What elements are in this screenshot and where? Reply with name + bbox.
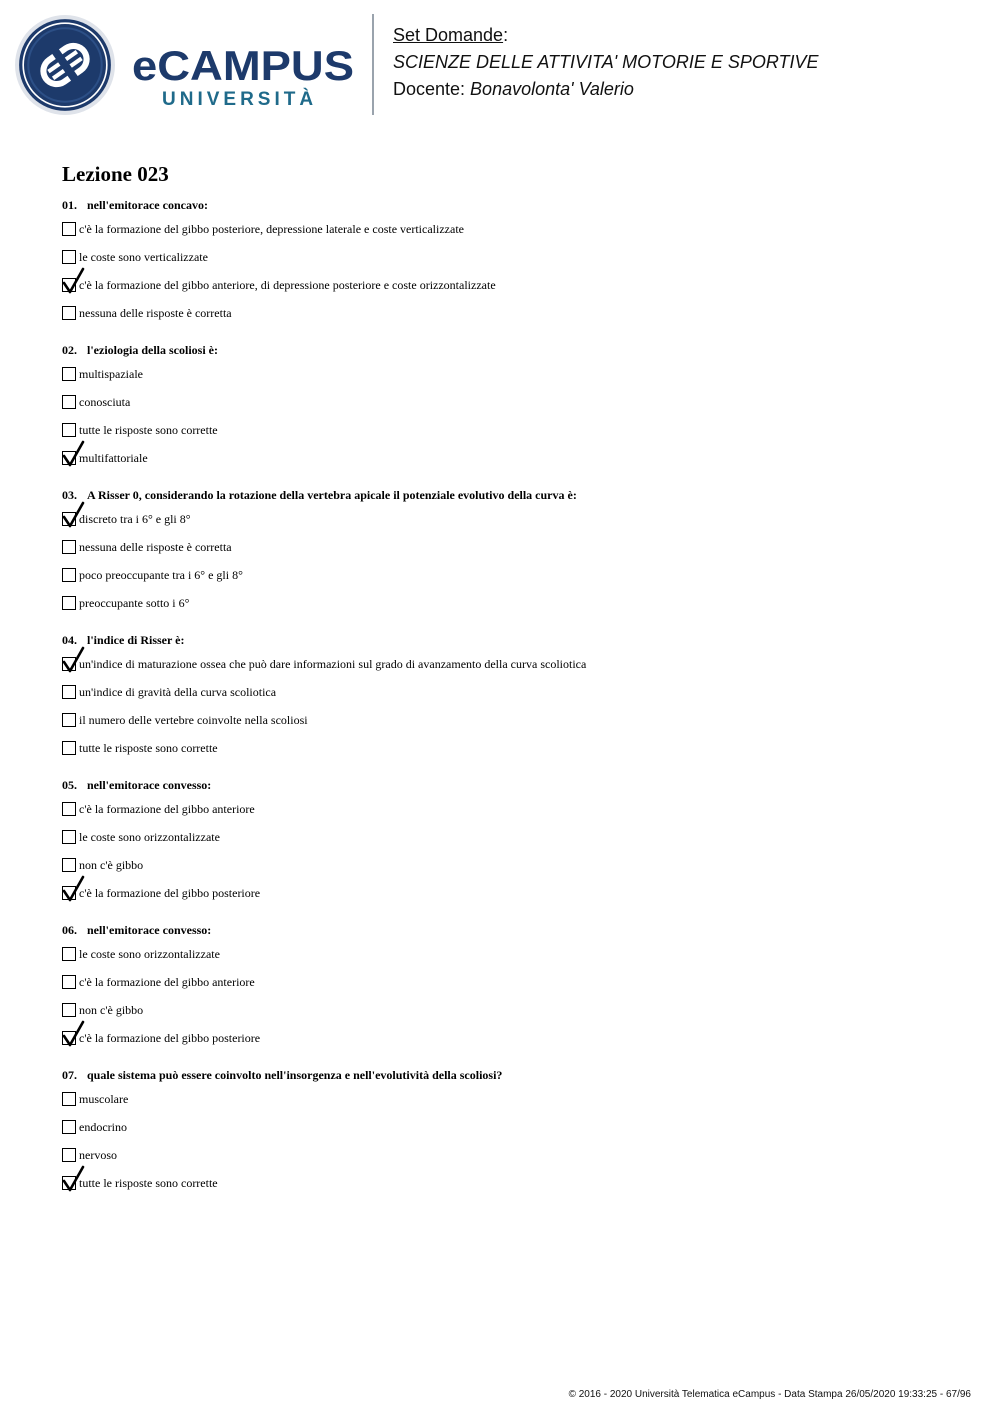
checkbox[interactable] bbox=[62, 1148, 76, 1162]
answer-option[interactable] bbox=[62, 823, 962, 851]
checkbox[interactable] bbox=[62, 975, 76, 989]
set-info bbox=[393, 22, 819, 103]
question-number: 03. bbox=[62, 488, 77, 502]
course-title: SCIENZE DELLE ATTIVITA' MOTORIE E SPORTIVE bbox=[393, 52, 819, 72]
answer-option[interactable] bbox=[62, 416, 962, 444]
question-5 bbox=[62, 775, 962, 907]
checkmark-icon bbox=[61, 501, 87, 529]
question-number: 07. bbox=[62, 1068, 77, 1082]
option-label: nervoso bbox=[79, 1147, 117, 1162]
answer-option[interactable] bbox=[62, 940, 962, 968]
option-label: endocrino bbox=[79, 1119, 127, 1134]
question-label: A Risser 0, considerando la rotazione della vertebra apicale il potenziale evolutivo della curva è: bbox=[87, 488, 577, 502]
page-header bbox=[0, 0, 1000, 130]
checkbox[interactable] bbox=[62, 1003, 76, 1017]
answer-option[interactable] bbox=[62, 678, 962, 706]
answer-option[interactable] bbox=[62, 589, 962, 617]
option-label: tutte le risposte sono corrette bbox=[79, 740, 218, 755]
question-text bbox=[62, 485, 962, 505]
teacher-name: Bonavolonta' Valerio bbox=[470, 79, 634, 99]
checkbox[interactable] bbox=[62, 741, 76, 755]
checkbox[interactable] bbox=[62, 802, 76, 816]
question-label: nell'emitorace convesso: bbox=[87, 923, 212, 937]
option-label: c'è la formazione del gibbo anteriore bbox=[79, 974, 255, 989]
checkbox[interactable] bbox=[62, 222, 76, 236]
ecampus-wordmark bbox=[132, 40, 362, 110]
svg-text:UNIVERSITÀ: UNIVERSITÀ bbox=[162, 89, 318, 110]
option-label: c'è la formazione del gibbo anteriore bbox=[79, 801, 255, 816]
answer-option[interactable] bbox=[62, 215, 962, 243]
checkbox[interactable] bbox=[62, 395, 76, 409]
lesson-title: Lezione 023 bbox=[62, 162, 169, 186]
option-label: c'è la formazione del gibbo posteriore bbox=[79, 1030, 261, 1045]
set-colon: : bbox=[503, 25, 509, 45]
teacher-line bbox=[393, 76, 819, 103]
page-footer: © 2016 - 2020 Università Telematica eCampus - Data Stampa 26/05/2020 19:33:25 - 67/96 bbox=[568, 1389, 971, 1400]
option-label: conosciuta bbox=[79, 394, 131, 409]
question-7 bbox=[62, 1065, 962, 1197]
option-label: le coste sono orizzontalizzate bbox=[79, 829, 220, 844]
option-label: tutte le risposte sono corrette bbox=[79, 1175, 218, 1190]
answer-option[interactable] bbox=[62, 533, 962, 561]
answer-option[interactable] bbox=[62, 706, 962, 734]
answer-option[interactable] bbox=[62, 1113, 962, 1141]
question-2 bbox=[62, 340, 962, 472]
question-6 bbox=[62, 920, 962, 1052]
answer-option[interactable] bbox=[62, 1169, 962, 1197]
option-label: c'è la formazione del gibbo anteriore, di depressione posteriore e coste orizzontalizzate bbox=[79, 277, 496, 292]
checkbox-checked[interactable] bbox=[62, 886, 76, 900]
option-label: le coste sono verticalizzate bbox=[79, 249, 208, 264]
set-label: Set Domande bbox=[393, 25, 504, 45]
svg-text:eCAMPUS: eCAMPUS bbox=[132, 42, 354, 89]
question-number: 05. bbox=[62, 778, 77, 792]
question-text bbox=[62, 340, 962, 360]
answer-option[interactable] bbox=[62, 1141, 962, 1169]
option-label: multispaziale bbox=[79, 366, 143, 381]
answer-option[interactable] bbox=[62, 734, 962, 762]
option-label: non c'è gibbo bbox=[79, 1002, 144, 1017]
question-number: 04. bbox=[62, 633, 77, 647]
question-label: l'eziologia della scoliosi è: bbox=[87, 343, 218, 357]
question-1 bbox=[62, 195, 962, 327]
checkbox[interactable] bbox=[62, 858, 76, 872]
checkmark-icon bbox=[61, 1165, 87, 1193]
answer-option[interactable] bbox=[62, 360, 962, 388]
checkbox[interactable] bbox=[62, 685, 76, 699]
checkbox[interactable] bbox=[62, 1092, 76, 1106]
question-text bbox=[62, 920, 962, 940]
question-number: 06. bbox=[62, 923, 77, 937]
option-label: nessuna delle risposte è corretta bbox=[79, 539, 232, 554]
checkmark-icon bbox=[61, 440, 87, 468]
question-label: nell'emitorace concavo: bbox=[87, 198, 208, 212]
option-label: un'indice di maturazione ossea che può dare informazioni sul grado di avanzamento della curva scoliotica bbox=[79, 656, 587, 671]
set-label-line bbox=[393, 22, 819, 49]
checkbox-checked[interactable] bbox=[62, 451, 76, 465]
option-label: discreto tra i 6° e gli 8° bbox=[79, 511, 191, 526]
question-label: nell'emitorace convesso: bbox=[87, 778, 212, 792]
header-divider bbox=[372, 14, 374, 115]
question-list bbox=[62, 195, 962, 1210]
answer-option[interactable] bbox=[62, 650, 962, 678]
option-label: le coste sono orizzontalizzate bbox=[79, 946, 220, 961]
answer-option[interactable] bbox=[62, 968, 962, 996]
checkbox[interactable] bbox=[62, 596, 76, 610]
question-label: l'indice di Risser è: bbox=[87, 633, 185, 647]
checkbox-checked[interactable] bbox=[62, 512, 76, 526]
checkmark-icon bbox=[61, 646, 87, 674]
option-label: il numero delle vertebre coinvolte nella scoliosi bbox=[79, 712, 308, 727]
checkbox[interactable] bbox=[62, 540, 76, 554]
checkmark-icon bbox=[61, 1020, 87, 1048]
checkbox-checked[interactable] bbox=[62, 278, 76, 292]
question-label: quale sistema può essere coinvolto nell'insorgenza e nell'evolutività della scoliosi? bbox=[87, 1068, 503, 1082]
answer-option[interactable] bbox=[62, 851, 962, 879]
question-text bbox=[62, 630, 962, 650]
ecampus-seal-logo bbox=[14, 14, 116, 116]
option-label: non c'è gibbo bbox=[79, 857, 144, 872]
question-text bbox=[62, 1065, 962, 1085]
checkbox[interactable] bbox=[62, 1120, 76, 1134]
option-label: multifattoriale bbox=[79, 450, 148, 465]
question-3 bbox=[62, 485, 962, 617]
answer-option[interactable] bbox=[62, 996, 962, 1024]
answer-option[interactable] bbox=[62, 561, 962, 589]
checkbox-checked[interactable] bbox=[62, 1031, 76, 1045]
answer-option[interactable] bbox=[62, 505, 962, 533]
question-text bbox=[62, 775, 962, 795]
question-number: 01. bbox=[62, 198, 77, 212]
answer-option[interactable] bbox=[62, 879, 962, 907]
answer-option[interactable] bbox=[62, 299, 962, 327]
answer-option[interactable] bbox=[62, 444, 962, 472]
answer-option[interactable] bbox=[62, 795, 962, 823]
checkbox-checked[interactable] bbox=[62, 1176, 76, 1190]
checkbox[interactable] bbox=[62, 568, 76, 582]
teacher-label: Docente: bbox=[393, 79, 471, 99]
option-label: tutte le risposte sono corrette bbox=[79, 422, 218, 437]
checkbox[interactable] bbox=[62, 423, 76, 437]
checkbox-checked[interactable] bbox=[62, 657, 76, 671]
option-label: preoccupante sotto i 6° bbox=[79, 595, 190, 610]
answer-option[interactable] bbox=[62, 1085, 962, 1113]
answer-option[interactable] bbox=[62, 243, 962, 271]
option-label: c'è la formazione del gibbo posteriore bbox=[79, 885, 261, 900]
checkmark-icon bbox=[61, 267, 87, 295]
question-text bbox=[62, 195, 962, 215]
checkmark-icon bbox=[61, 875, 87, 903]
answer-option[interactable] bbox=[62, 388, 962, 416]
option-label: nessuna delle risposte è corretta bbox=[79, 305, 232, 320]
checkbox[interactable] bbox=[62, 250, 76, 264]
answer-option[interactable] bbox=[62, 1024, 962, 1052]
checkbox[interactable] bbox=[62, 713, 76, 727]
option-label: poco preoccupante tra i 6° e gli 8° bbox=[79, 567, 243, 582]
checkbox[interactable] bbox=[62, 830, 76, 844]
option-label: c'è la formazione del gibbo posteriore, depressione laterale e coste verticalizzate bbox=[79, 221, 464, 236]
answer-option[interactable] bbox=[62, 271, 962, 299]
checkbox[interactable] bbox=[62, 306, 76, 320]
checkbox[interactable] bbox=[62, 367, 76, 381]
option-label: un'indice di gravità della curva scoliotica bbox=[79, 684, 277, 699]
question-4 bbox=[62, 630, 962, 762]
question-number: 02. bbox=[62, 343, 77, 357]
checkbox[interactable] bbox=[62, 947, 76, 961]
option-label: muscolare bbox=[79, 1091, 129, 1106]
